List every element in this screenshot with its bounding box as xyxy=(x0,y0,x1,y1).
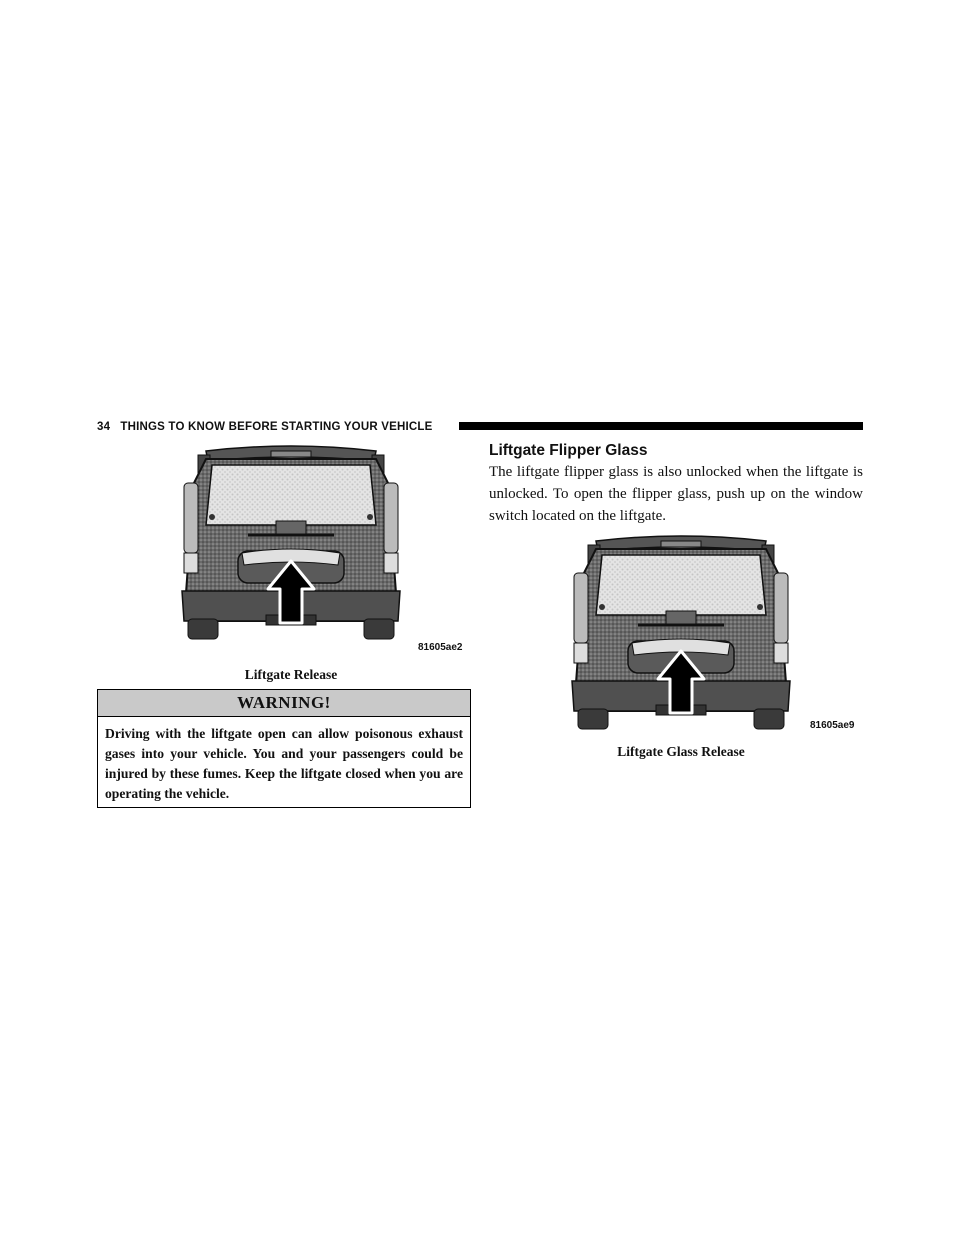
figure-code: 81605ae9 xyxy=(810,720,855,731)
warning-title: WARNING! xyxy=(98,690,470,717)
figure-code: 81605ae2 xyxy=(418,642,463,653)
warning-body: Driving with the liftgate open can allow poisonous exhaust gases into your vehicle. You and your passengers could be injured by these fumes. Keep the liftgate closed when you are operating the vehicle. xyxy=(105,726,463,801)
liftgate-release-illustration xyxy=(176,443,406,643)
header-rule xyxy=(459,422,863,430)
liftgate-glass-release-illustration xyxy=(566,533,796,733)
figure-caption: Liftgate Glass Release xyxy=(617,744,745,759)
section-heading: Liftgate Flipper Glass xyxy=(489,442,648,459)
page-header xyxy=(97,420,863,434)
figure-caption: Liftgate Release xyxy=(244,667,338,682)
page-number: 34 xyxy=(97,421,111,433)
section-title: THINGS TO KNOW BEFORE STARTING YOUR VEHICLE xyxy=(120,421,433,433)
running-header xyxy=(97,420,432,434)
section-body: The liftgate flipper glass is also unlocked when the liftgate is unlocked. To open the flipper glass, push up on the window switch located on the liftgate. xyxy=(489,464,863,524)
warning-box xyxy=(97,689,471,808)
